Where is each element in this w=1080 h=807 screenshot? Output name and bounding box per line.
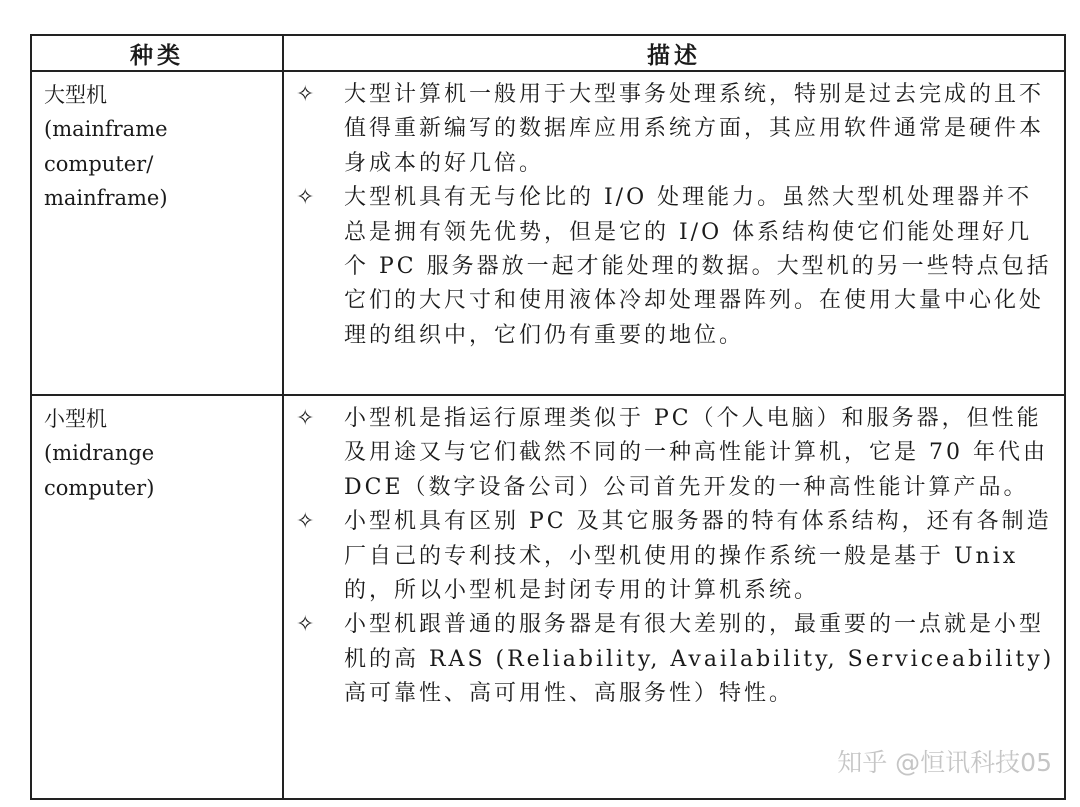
watermark: 知乎 @恒讯科技05 [837,748,1052,777]
kind-cell [31,71,283,395]
kind-line: computer/ [44,151,154,176]
desc-cell [283,395,1065,799]
bullet-text: 小型机是指运行原理类似于 PC（个人电脑）和服务器，但性能及用途又与它们截然不同的一种高性能计算机，它是 70 年代由 DCE（数字设备公司）公司首先开发的一种高性能计算产品。 [344,406,1048,500]
sparkle-bullet-icon: ✧ [296,612,315,638]
document-table [30,34,1066,800]
desc-cell [283,71,1065,395]
list-item [296,78,1056,181]
kind-cell [31,395,283,799]
sparkle-bullet-icon: ✧ [296,406,315,431]
kind-line: 小型机 [44,407,107,431]
bullet-text: 小型机跟普通的服务器是有很大差别的，最重要的一点就是小型机的高 RAS (Reliability, Availability, Serviceability) 高可靠性、高可用性、高服务性）特性。 [344,612,1055,707]
sparkle-bullet-icon: ✧ [296,185,315,211]
list-item [296,181,1056,353]
bullet-text: 小型机具有区别 PC 及其它服务器的特有体系结构，还有各制造厂自己的专利技术，小型机使用的操作系统一般是基于 Unix 的，所以小型机是封闭专用的计算机系统。 [344,509,1052,604]
kind-line: (mainframe [44,117,168,142]
kind-line: (midrange [44,441,155,466]
kind-line: computer) [44,475,155,500]
list-item [296,608,1056,711]
sparkle-bullet-icon: ✧ [296,509,315,535]
header-desc: 描述 [283,35,1065,71]
table-header-row [31,35,1065,71]
list-item [296,402,1056,505]
sparkle-bullet-icon: ✧ [296,82,315,107]
list-item [296,505,1056,608]
bullet-text: 大型计算机一般用于大型事务处理系统，特别是过去完成的且不值得重新编写的数据库应用系统方面，其应用软件通常是硬件本身成本的好几倍。 [344,82,1045,176]
kind-line: mainframe) [44,186,168,211]
header-kind: 种类 [31,35,283,71]
table-row [31,395,1065,799]
table-row [31,71,1065,395]
kind-line: 大型机 [44,83,107,107]
bullet-text: 大型机具有无与伦比的 I/O 处理能力。虽然大型机处理器并不总是拥有领先优势，但是它的 I/O 体系结构使它们能处理好几个 PC 服务器放一起才能处理的数据。大型机的另一些特点包括它们的大尺寸和使用液体冷却处理器阵列。在使用大量中心化处理的组织中，它们仍有重要的地位。 [344,185,1052,348]
